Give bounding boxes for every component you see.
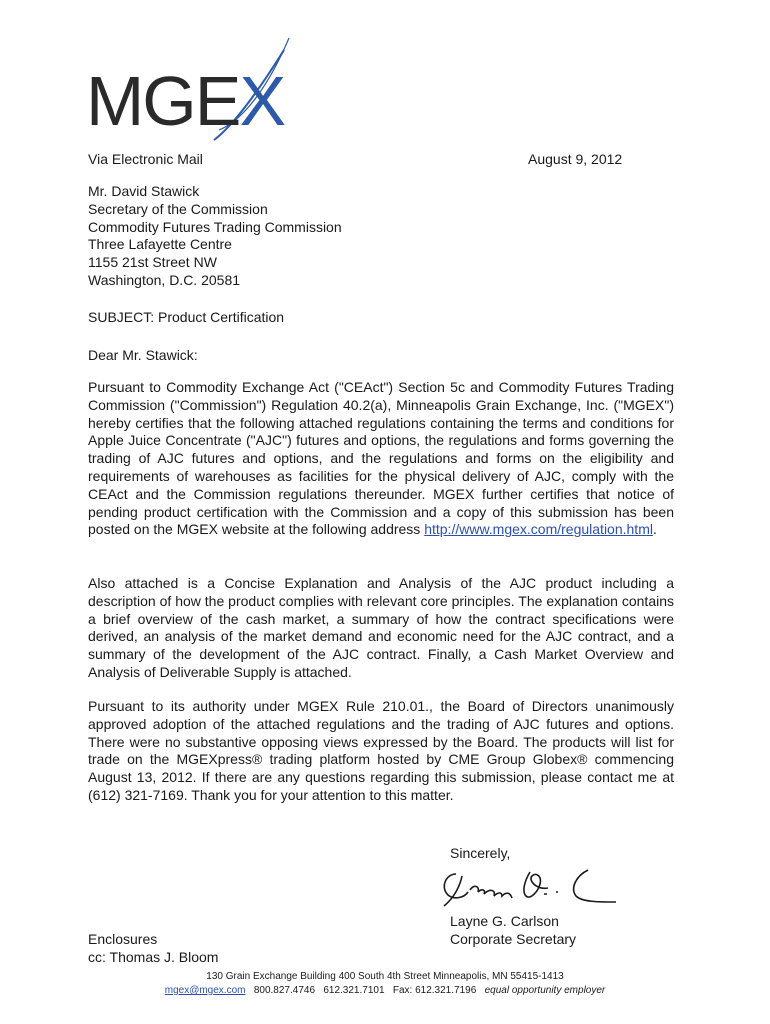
enclosures-block (88, 931, 218, 967)
footer-email[interactable]: mgex@mgex.com (164, 985, 246, 996)
recipient-line: Mr. David Stawick (88, 183, 200, 199)
enclosures-label: Enclosures (88, 931, 158, 947)
recipient-line: 1155 21st Street NW (88, 254, 217, 271)
signer-name: Layne G. Carlson (450, 913, 559, 929)
mgex-logo (84, 30, 334, 150)
recipient-line: Washington, D.C. 20581 (88, 271, 241, 288)
footer-address: 130 Grain Exchange Building 400 South 4th Street Minneapolis, MN 55415-1413 (206, 971, 564, 982)
footer-fax: Fax: 612.321.7196 (392, 985, 477, 996)
closing: Sincerely, (450, 845, 511, 861)
cc-line: cc: Thomas J. Bloom (88, 948, 219, 965)
recipient-address (88, 183, 342, 290)
footer (0, 970, 770, 998)
signer-title: Corporate Secretary (450, 930, 577, 947)
recipient-line: Three Lafayette Centre (88, 236, 232, 253)
recipient-line: Commodity Futures Trading Commission (88, 218, 342, 235)
body-paragraph-1 (88, 379, 674, 539)
salutation: Dear Mr. Stawick: (88, 347, 198, 363)
handwritten-signature (438, 862, 628, 912)
logo-text (86, 62, 285, 140)
body-paragraph-3: Pursuant to its authority under MGEX Rule 210.01., the Board of Directors unanimously approved adoption of the attached regulations and the trading of AJC futures and options. There were no substantive opposing views expressed by the Board. The products will list for trade on the MGEXpress® trading platform hosted by CME Group Globex® commencing August 13, 2012. If there are any questions regarding this submission, please contact me at (612) 321-7169. Thank you for your attention to this matter. (88, 698, 674, 803)
paragraph-1-text: Pursuant to Commodity Exchange Act ("CEAct") Section 5c and Commodity Futures Trading Commission ("Commission") Regulation 40.2(a), Minneapolis Grain Exchange, Inc. ("MGEX") hereby certifies that the following attached regulations containing the terms and conditions for Apple Juice Concentrate ("AJC") futures and options, the regulations and forms governing the trading of AJC futures and options, and the regulations and forms on the eligibility and requirements of warehouses as facilities for the physical delivery of AJC, comply with the CEAct and the Commission regulations thereunder. MGEX further certifies that notice of pending product certification with the Commission and a copy of this submission has been posted on the MGEX website at the following address (88, 379, 674, 538)
regulation-link[interactable]: http://www.mgex.com/regulation.html (424, 521, 653, 538)
footer-phone-1: 800.827.4746 (253, 985, 315, 996)
footer-phone-2: 612.321.7101 (323, 985, 385, 996)
letter-date: August 9, 2012 (528, 151, 623, 167)
body-paragraph-2: Also attached is a Concise Explanation and Analysis of the AJC product including a description of how the product complies with relevant core principles. The explanation contains a brief overview of the cash market, a summary of how the contract specifications were derived, an analysis of the market demand and economic need for the AJC contract, and a summary of the development of the AJC contract. Finally, a Cash Market Overview and Analysis of Deliverable Supply is attached. (88, 575, 674, 680)
signer-block (450, 913, 576, 949)
paragraph-1-end: . (652, 521, 657, 538)
subject-line: SUBJECT: Product Certification (88, 309, 285, 325)
delivery-method: Via Electronic Mail (88, 151, 203, 167)
footer-contact (0, 984, 770, 998)
footer-tagline: equal opportunity employer (484, 985, 606, 996)
recipient-line: Secretary of the Commission (88, 200, 268, 217)
logo-x: X (239, 62, 285, 140)
logo-mge: MGE (86, 62, 240, 140)
